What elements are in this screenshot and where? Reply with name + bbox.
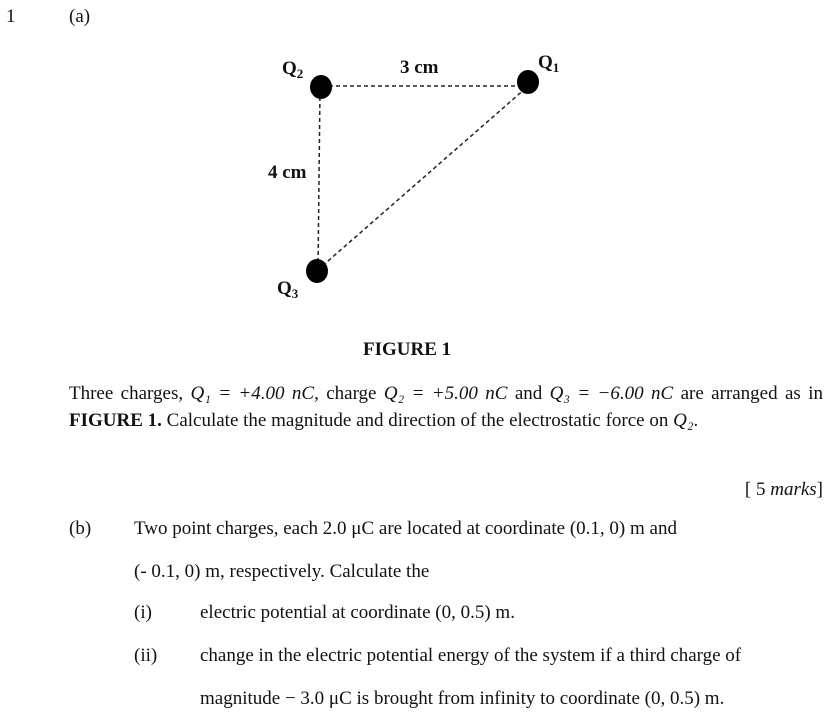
figure-1-diagram bbox=[0, 0, 837, 340]
target-charge: Q₂ bbox=[673, 410, 694, 431]
label-distance-4cm: 4 cm bbox=[268, 162, 307, 183]
item-ii-continuation: magnitude − 3.0 μC is brought from infinity to coordinate (0, 0.5) m. bbox=[200, 688, 725, 709]
charge-q3-dot bbox=[306, 259, 328, 283]
figure-reference: FIGURE 1. bbox=[69, 410, 162, 431]
label-q1: $Q_1$ bbox=[538, 52, 560, 75]
q1-expression: Q₁ = +4.00 nC bbox=[190, 383, 315, 404]
label-q2: $Q_2$ bbox=[282, 58, 304, 81]
item-ii-label: (ii) bbox=[134, 645, 158, 666]
line-q1-q3 bbox=[320, 88, 526, 268]
part-b-label: (b) bbox=[69, 518, 92, 539]
question-number: 1 bbox=[6, 6, 16, 27]
part-b-line-2: (- 0.1, 0) m, respectively. Calculate the bbox=[134, 561, 430, 582]
item-ii-text: change in the electric potential energy of the system if a third charge of bbox=[200, 645, 742, 666]
charge-q2-dot bbox=[310, 75, 332, 99]
part-a-label: (a) bbox=[69, 6, 91, 27]
figure-caption: FIGURE 1 bbox=[363, 339, 452, 360]
line-q2-q3 bbox=[318, 90, 320, 270]
marks-label: [ 5 marks] bbox=[744, 479, 823, 500]
item-i-text: electric potential at coordinate (0, 0.5) m. bbox=[200, 602, 515, 623]
part-a-paragraph: Three charges, Q₁ = +4.00 nC, charge Q₂ = +5.00 nC and Q₃ = −6.00 nC are arranged as in FIGURE 1. Calculate the magnitude and direction of the electrostatic force on Q₂. bbox=[69, 383, 823, 431]
label-distance-3cm: 3 cm bbox=[400, 57, 439, 78]
label-q3: $Q_3$ bbox=[277, 278, 299, 301]
q3-expression: Q₃ = −6.00 nC bbox=[549, 383, 674, 404]
item-i-label: (i) bbox=[134, 602, 152, 623]
part-b-line-1: Two point charges, each 2.0 μC are located at coordinate (0.1, 0) m and bbox=[134, 518, 677, 539]
q2-expression: Q₂ = +5.00 nC bbox=[383, 383, 508, 404]
charge-q1-dot bbox=[517, 70, 539, 94]
